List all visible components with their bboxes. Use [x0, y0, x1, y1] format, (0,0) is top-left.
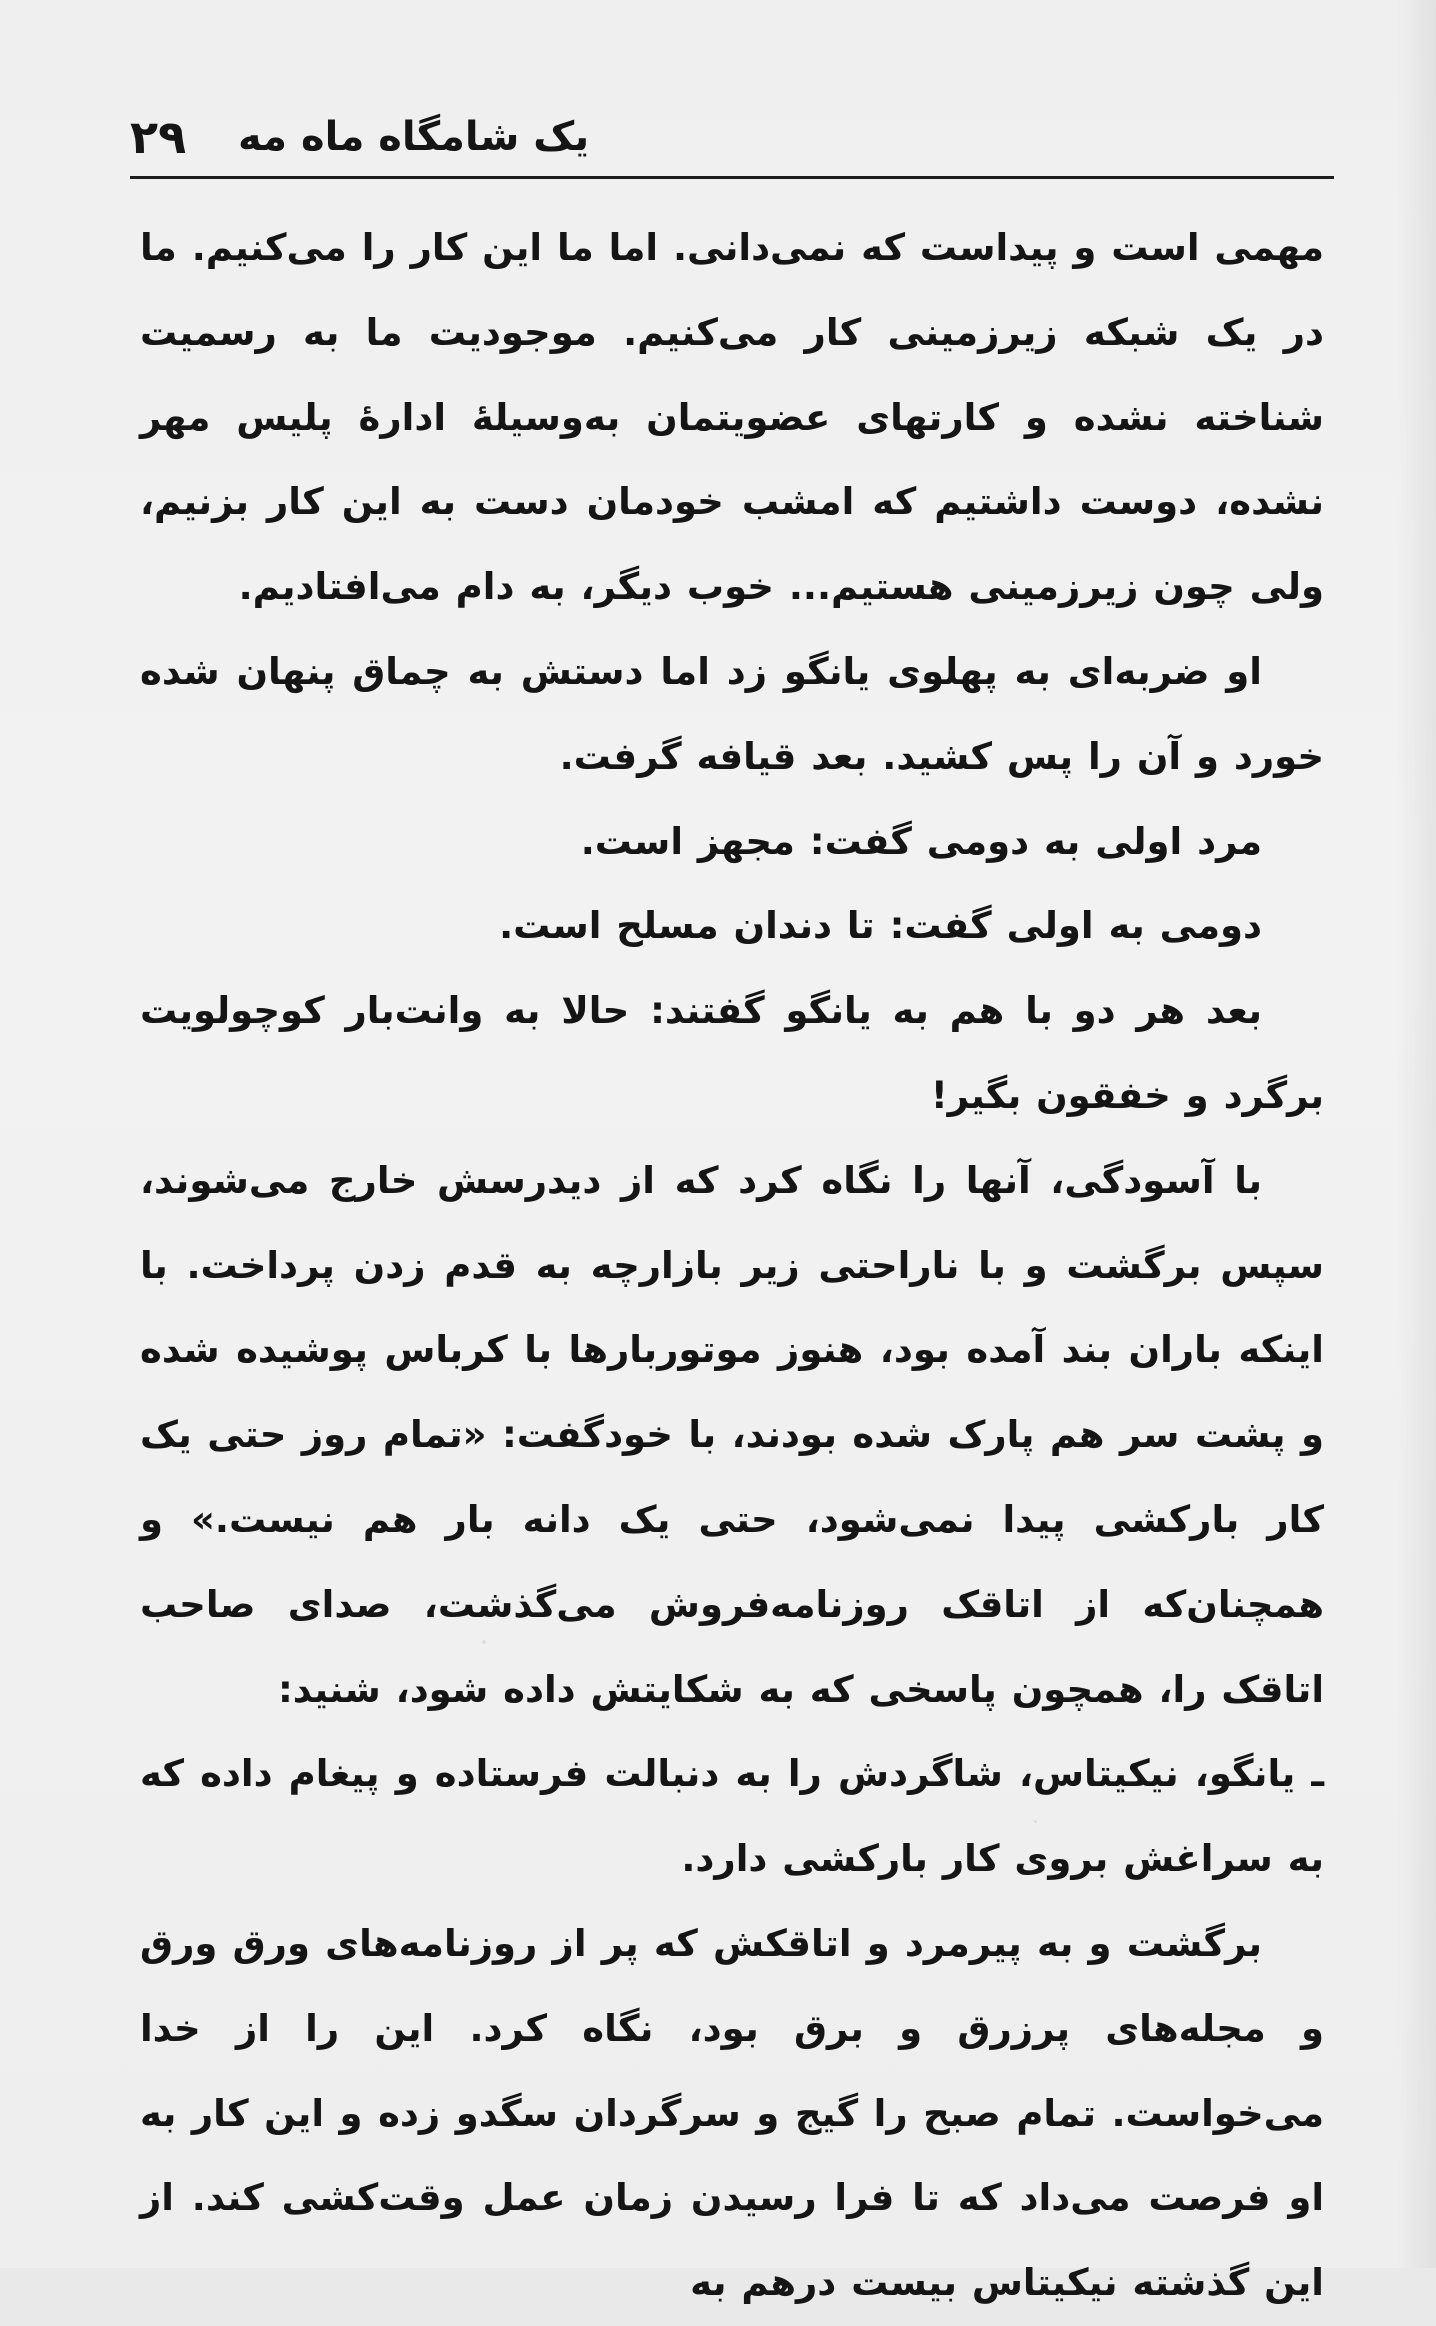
page-number: ۲۹ — [130, 110, 187, 164]
paragraph: بعد هر دو با هم به یانگو گفتند: حالا به وانت‌بار کوچولویت برگرد و خفقون بگیر! — [140, 989, 1324, 1117]
paragraph: او ضربه‌ای به پهلوی یانگو زد اما دستش به چماق پنهان شده خورد و آن را پس کشید. بعد قیافه گرفت. — [140, 649, 1324, 778]
paragraph: ـ یانگو، نیکیتاس، شاگردش را به دنبالت فرستاده و پیغام داده که به سراغش بروی کار بارکشی دارد. — [140, 1752, 1324, 1881]
body-text — [140, 206, 1324, 2326]
paragraph: مرد اولی به دومی گفت: مجهز است. — [580, 819, 1262, 863]
scan-speck — [1034, 1820, 1037, 1823]
paragraph: با آسودگی، آنها را نگاه کرد که از دیدرسش خارج می‌شوند، سپس برگشت و با ناراحتی زیر بازارچه به قدم زدن پرداخت. با اینکه باران بند آمده بود، هنوز موتوربارها با کرباس پوشیده شده و پشت سر هم پارک شده بودند، با خودگفت: «تمام روز حتی یک کار بارکشی پیدا نمی‌شود، حتی یک دانه بار هم نیست.» و همچنان‌که از اتاقک روزنامه‌فروش می‌گذشت، صدای صاحب اتاقک را، همچون پاسخی که به شکایتش داده شود، شنید: — [140, 1158, 1324, 1711]
scan-speck — [482, 1640, 486, 1644]
page-header — [130, 106, 1330, 180]
header-rule — [130, 176, 1334, 179]
page-edge-shadow — [1396, 0, 1436, 2268]
paragraph: دومی به اولی گفت: تا دندان مسلح است. — [499, 904, 1262, 948]
running-title: یک شامگاه ماه مه — [238, 114, 590, 160]
paragraph: برگشت و به پیرمرد و اتاقکش که پر از روزنامه‌های ورق ورق و مجله‌های پرزرق و برق بود، نگاه کرد. این را از خدا می‌خواست. تمام صبح را گیج و سرگردان سگدو زده و این کار به او فرصت می‌داد که تا فرا رسیدن زمان عمل وقت‌کشی کند. از این گذشته نیکیتاس بیست درهم به — [140, 1921, 1324, 2305]
paragraph: مهمی است و پیداست که نمی‌دانی. اما ما این کار را می‌کنیم. ما در یک شبکه زیرزمینی کار می‌کنیم. موجودیت ما به رسمیت شناخته نشده و کارتهای عضویتمان به‌وسیلهٔ ادارهٔ پلیس مهر نشده، دوست داشتیم که امشب خودمان دست به این کار بزنیم، ولی چون زیرزمینی هستیم... خوب دیگر، به دام می‌افتادیم. — [140, 226, 1324, 609]
